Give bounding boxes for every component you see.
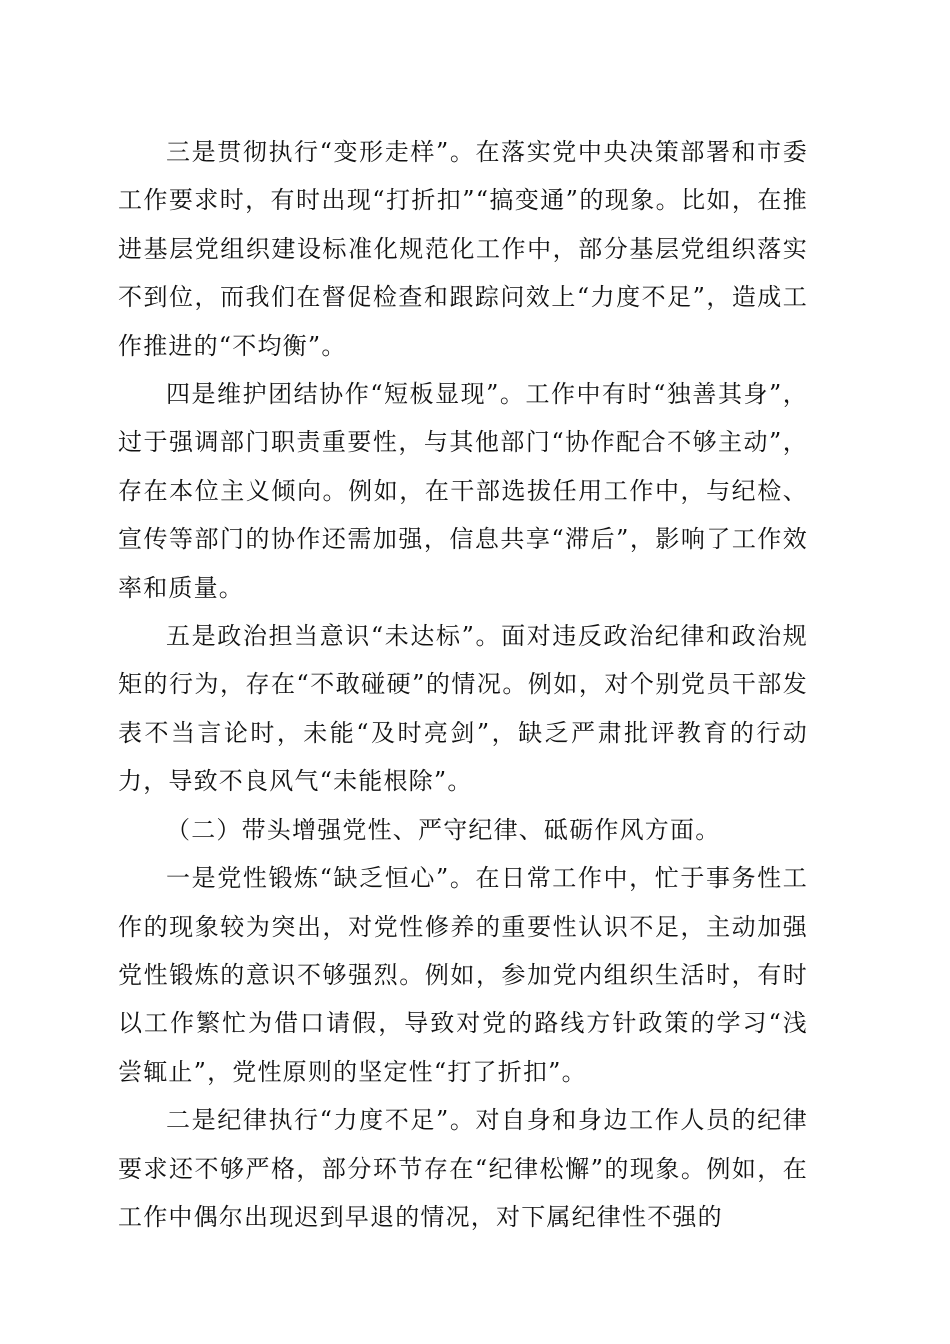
paragraph-five-political-responsibility: 五是政治担当意识“未达标”。面对违反政治纪律和政治规矩的行为，存在“不敢碰硬”的情况。例如，对个别党员干部发表不当言论时，未能“及时亮剑”，缺乏严肃批评教育的行动力，导致不良风气“未能根除”。 bbox=[118, 622, 808, 796]
document-page bbox=[118, 128, 808, 1241]
section-heading-two: （二）带头增强党性、严守纪律、砥砺作风方面。 bbox=[166, 815, 721, 844]
paragraph-four-unity: 四是维护团结协作“短板显现”。工作中有时“独善其身”，过于强调部门职责重要性，与其他部门“协作配合不够主动”，存在本位主义倾向。例如，在干部选拔任用工作中，与纪检、宣传等部门的协作还需加强，信息共享“滞后”，影响了工作效率和质量。 bbox=[118, 380, 808, 602]
paragraph-one-party-spirit: 一是党性锻炼“缺乏恒心”。在日常工作中，忙于事务性工作的现象较为突出，对党性修养的重要性认识不足，主动加强党性锻炼的意识不够强烈。例如，参加党内组织生活时，有时以工作繁忙为借口请假，导致对党的路线方针政策的学习“浅尝辄止”，党性原则的坚定性“打了折扣”。 bbox=[118, 864, 808, 1086]
paragraph-three-implementation: 三是贯彻执行“变形走样”。在落实党中央决策部署和市委工作要求时，有时出现“打折扣”“搞变通”的现象。比如，在推进基层党组织建设标准化规范化工作中，部分基层党组织落实不到位，而我们在督促检查和跟踪问效上“力度不足”，造成工作推进的“不均衡”。 bbox=[118, 138, 808, 360]
paragraph-two-discipline: 二是纪律执行“力度不足”。对自身和身边工作人员的纪律要求还不够严格，部分环节存在“纪律松懈”的现象。例如，在工作中偶尔出现迟到早退的情况，对下属纪律性不强的 bbox=[118, 1106, 808, 1231]
